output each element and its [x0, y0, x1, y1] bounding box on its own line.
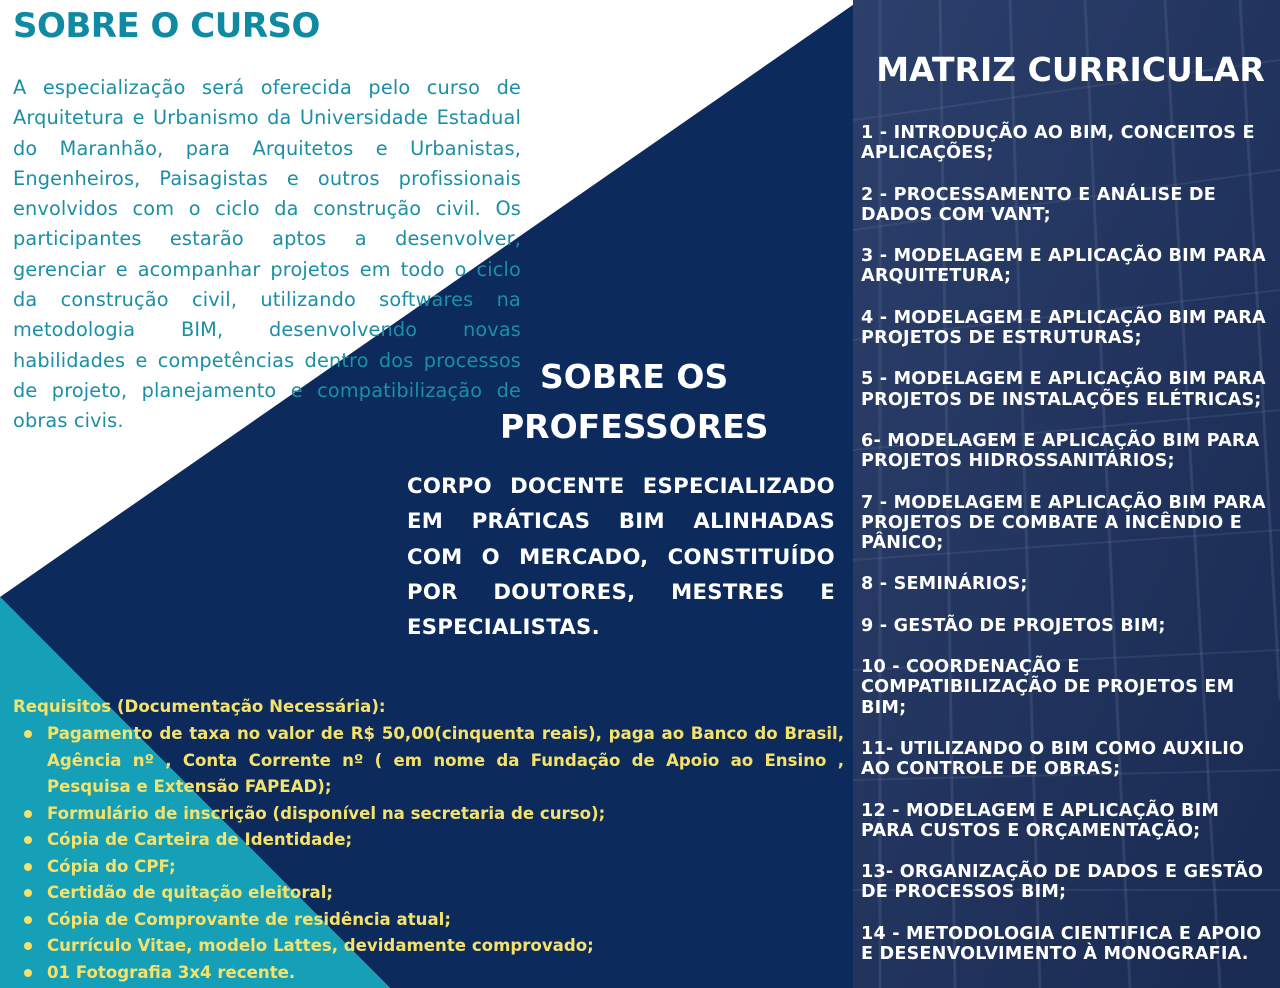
bullet-icon [24, 916, 32, 924]
matriz-item: 10 - COORDENAÇÃO E COMPATIBILIZAÇÃO DE PROJETOS EM BIM; [861, 657, 1235, 718]
bullet-icon [24, 730, 32, 738]
matriz-curricular-title: MATRIZ CURRICULAR [876, 50, 1265, 89]
matriz-curricular-list [861, 123, 1276, 985]
requisito-item [22, 933, 844, 960]
requisito-item [22, 907, 844, 934]
sobre-professores-title-line2: PROFESSORES [500, 407, 769, 446]
requisito-item [22, 827, 844, 854]
matriz-item: 8 - SEMINÁRIOS; [861, 574, 1028, 595]
requisito-text: Formulário de inscrição (disponível na secretaria de curso); [47, 803, 606, 823]
matriz-item: 13- ORGANIZAÇÃO DE DADOS E GESTÃO DE PROCESSOS BIM; [861, 862, 1264, 903]
sobre-curso-body: A especialização será oferecida pelo curso de Arquitetura e Urbanismo da Universidade Estadual do Maranhão, para Arquitetos e Urbanistas, Engenheiros, Paisagistas e outros profissionais envolvidos com o ciclo da construção civil. Os participantes estarão aptos a desenvolver, gerenciar e acompanhar projetos em todo o ciclo da construção civil, utilizando softwares na metodologia BIM, desenvolvendo novas habilidades e competências dentro dos processos de projeto, planejamento e compatibilização de obras civis. [13, 76, 521, 433]
requisito-text: Cópia do CPF; [47, 856, 176, 876]
requisito-text: Cópia de Carteira de Identidade; [47, 830, 353, 849]
bullet-icon [24, 942, 32, 950]
requisito-text: Certidão de quitação eleitoral; [47, 883, 334, 902]
sobre-professores-title [500, 352, 800, 452]
sobre-professores-title-line1: SOBRE OS [540, 357, 729, 396]
bullet-icon [24, 889, 32, 897]
requisito-text: 01 Fotografia 3x4 recente. [47, 962, 296, 982]
bullet-icon [24, 836, 32, 844]
requisito-item [22, 960, 844, 987]
matriz-item: 4 - MODELAGEM E APLICAÇÃO BIM PARA PROJETOS DE ESTRUTURAS; [861, 307, 1266, 349]
requisito-item [22, 801, 844, 828]
bullet-icon [24, 810, 32, 818]
matriz-item: 5 - MODELAGEM E APLICAÇÃO BIM PARA PROJETOS DE INSTALAÇÕES ELÉTRICAS; [861, 369, 1266, 410]
requisito-item [22, 721, 844, 801]
sobre-curso-title: SOBRE O CURSO [13, 6, 320, 46]
requisito-text: Pagamento de taxa no valor de R$ 50,00(cinquenta reais), paga ao Banco do Brasil, Agência nº , Conta Corrente nº ( em nome da Fundação de Apoio ao Ensino , Pesquisa e Extensão FAPEAD); [47, 724, 844, 796]
matriz-item: 3 - MODELAGEM E APLICAÇÃO BIM PARA ARQUITETURA; [861, 246, 1266, 287]
requisitos-list [22, 721, 844, 986]
matriz-item: 2 - PROCESSAMENTO E ANÁLISE DE DADOS COM VANT; [861, 184, 1216, 225]
matriz-item: 1 - INTRODUÇÃO AO BIM, CONCEITOS E APLICAÇÕES; [861, 123, 1255, 164]
requisito-item [22, 880, 844, 907]
bullet-icon [24, 863, 32, 871]
requisito-item [22, 854, 844, 881]
requisito-text: Currículo Vitae, modelo Lattes, devidamente comprovado; [47, 936, 594, 955]
matriz-item: 14 - METODOLOGIA CIENTIFICA E APOIO E DESENVOLVIMENTO À MONOGRAFIA. [861, 923, 1262, 965]
bullet-icon [24, 969, 32, 977]
matriz-item: 9 - GESTÃO DE PROJETOS BIM; [861, 615, 1166, 636]
matriz-item: 7 - MODELAGEM E APLICAÇÃO BIM PARA PROJETOS DE COMBATE A INCÊNDIO E PÂNICO; [861, 492, 1266, 554]
sobre-professores-body: CORPO DOCENTE ESPECIALIZADO EM PRÁTICAS BIM ALINHADAS COM O MERCADO, CONSTITUÍDO POR DOUTORES, MESTRES E ESPECIALISTAS. [407, 473, 835, 640]
requisitos-title: Requisitos (Documentação Necessária): [13, 697, 386, 716]
matriz-item: 12 - MODELAGEM E APLICAÇÃO BIM PARA CUSTOS E ORÇAMENTAÇÃO; [861, 800, 1220, 841]
requisito-text: Cópia de Comprovante de residência atual; [47, 909, 451, 929]
matriz-item: 11- UTILIZANDO O BIM COMO AUXILIO AO CONTROLE DE OBRAS; [861, 738, 1245, 780]
matriz-item: 6- MODELAGEM E APLICAÇÃO BIM PARA PROJETOS HIDROSSANITÁRIOS; [861, 430, 1260, 472]
